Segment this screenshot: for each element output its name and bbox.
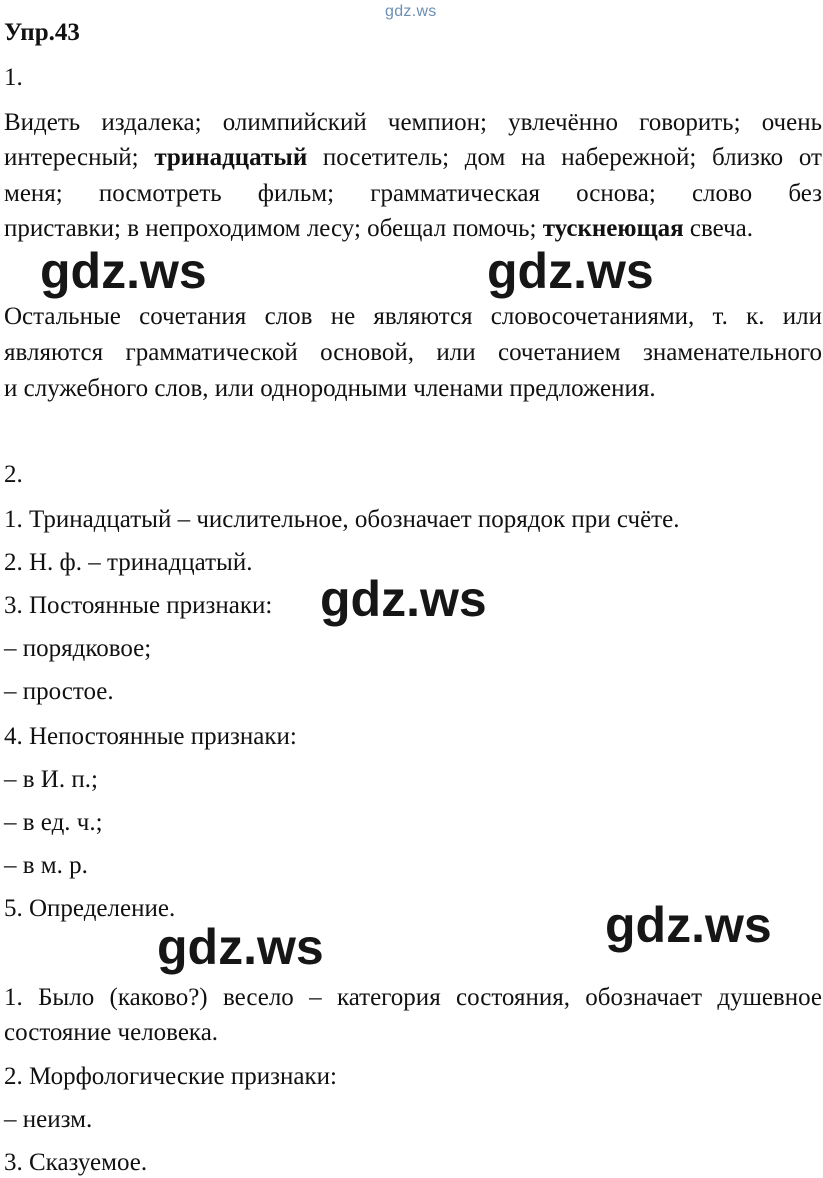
para1-line1: Видеть издалека; олимпийский чемпион; увлечённо говорить; очень bbox=[4, 109, 822, 136]
bold-word-trinadtsatyi: тринадцатый bbox=[154, 144, 308, 171]
analysis2-line: 3. Сказуемое. bbox=[4, 1149, 148, 1176]
para1-line3: меня; посмотреть фильм; грамматическая основа; слово без bbox=[4, 180, 822, 207]
para1-line2-end: посетитель; дом на набережной; близко от bbox=[307, 144, 822, 171]
analysis2-line: – неизм. bbox=[4, 1106, 93, 1133]
analysis1-line: – порядковое; bbox=[4, 635, 152, 662]
analysis2-line: 2. Морфологические признаки: bbox=[4, 1063, 337, 1090]
watermark-2: gdz.ws bbox=[487, 243, 654, 299]
watermark-5: gdz.ws bbox=[157, 919, 324, 975]
analysis2-line: 1. Было (каково?) весело – категория состояния, обозначает душевное bbox=[4, 984, 822, 1011]
exercise-title: Упр.43 bbox=[4, 19, 80, 46]
analysis1-line: – простое. bbox=[4, 678, 114, 705]
watermark-1: gdz.ws bbox=[40, 243, 207, 299]
section-number-2: 2. bbox=[4, 461, 23, 488]
analysis1-line: – в ед. ч.; bbox=[4, 809, 103, 836]
analysis1-line: – в И. п.; bbox=[4, 766, 98, 793]
section-number-1: 1. bbox=[4, 64, 23, 91]
analysis2-line: состояние человека. bbox=[4, 1019, 219, 1046]
para2-line3: и служебного слов, или однородными членами предложения. bbox=[4, 375, 656, 402]
para1-line2-start: интересный; bbox=[4, 144, 155, 171]
analysis1-line: – в м. р. bbox=[4, 852, 88, 879]
para1-line4 bbox=[4, 214, 753, 244]
analysis1-line: 4. Непостоянные признаки: bbox=[4, 723, 297, 750]
analysis1-line: 5. Определение. bbox=[4, 895, 176, 922]
para1-line2 bbox=[4, 143, 822, 173]
para1-line4-start: приставки; в непроходимом лесу; обещал помочь; bbox=[4, 215, 543, 242]
analysis1-line: 1. Тринадцатый – числительное, обозначает порядок при счёте. bbox=[4, 506, 680, 533]
para2-line1: Остальные сочетания слов не являются словосочетаниями, т. к. или bbox=[4, 303, 822, 330]
para1-line4-end: свеча. bbox=[683, 215, 754, 242]
analysis1-line: 2. Н. ф. – тринадцатый. bbox=[4, 549, 253, 576]
analysis1-line: 3. Постоянные признаки: bbox=[4, 592, 273, 619]
para2-line2: являются грамматической основой, или сочетанием знаменательного bbox=[4, 339, 822, 366]
watermark-4: gdz.ws bbox=[605, 897, 772, 953]
watermark-3: gdz.ws bbox=[320, 571, 487, 627]
bold-word-tuskneyushchaya: тускнеющая bbox=[542, 215, 684, 242]
watermark-small: gdz.ws bbox=[385, 3, 437, 20]
